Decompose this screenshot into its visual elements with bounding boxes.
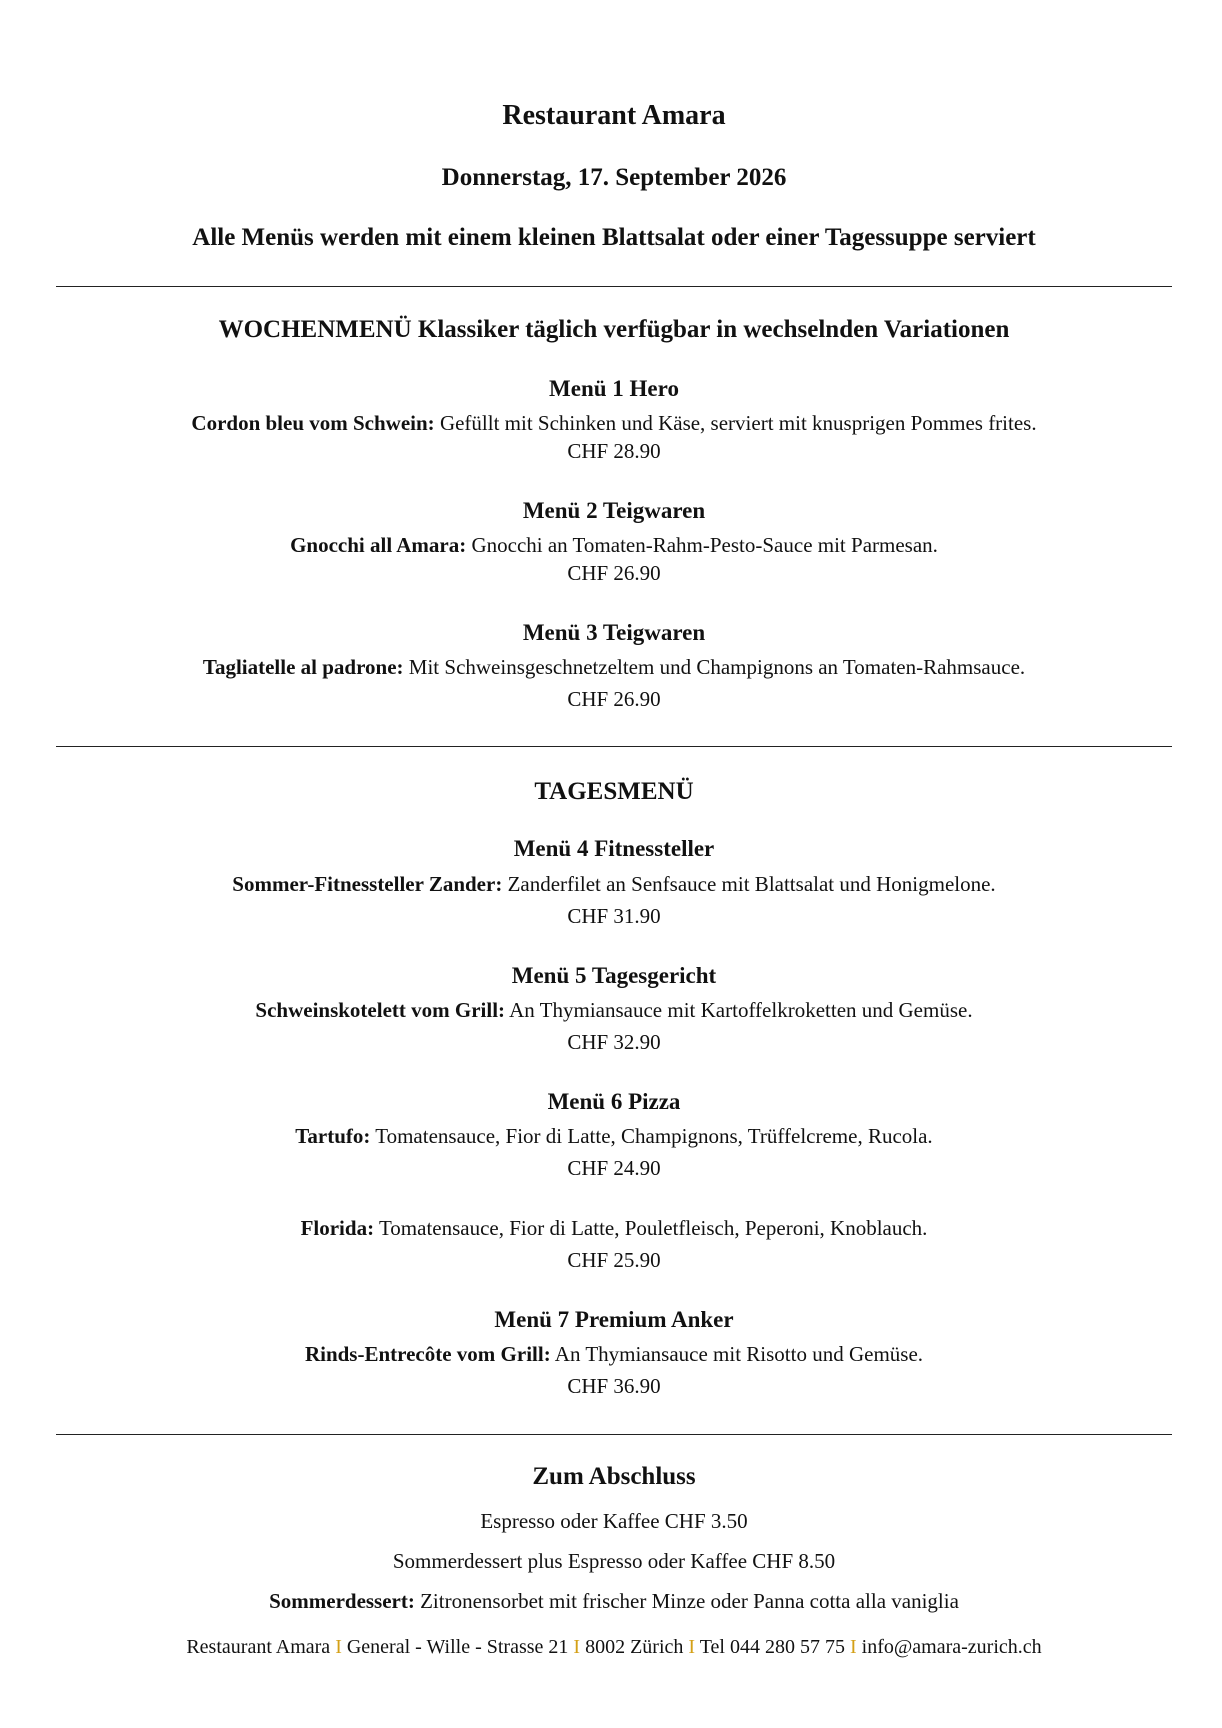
dish-description: Tomatensauce, Fior di Latte, Champignons, Trüffelcreme, Rucola.: [370, 1124, 933, 1148]
menu-item-description: [56, 1124, 1172, 1149]
menu-item-price: CHF 36.90: [567, 1374, 661, 1398]
dish-name: Schweinskotelett vom Grill:: [255, 998, 506, 1022]
coffee-line: Espresso oder Kaffee CHF 3.50: [480, 1509, 748, 1533]
footer-separator: I: [688, 1636, 696, 1658]
dish-name: Cordon bleu vom Schwein:: [191, 411, 435, 435]
footer-name: Restaurant Amara: [186, 1636, 336, 1658]
footer-phone: Tel 044 280 57 75: [695, 1636, 850, 1658]
dessert-combo-line: Sommerdessert plus Espresso oder Kaffee CHF 8.50: [392, 1549, 836, 1573]
dessert-label: Sommerdessert:: [269, 1589, 415, 1613]
footer-separator: I: [573, 1636, 581, 1658]
footer-city: 8002 Zürich: [580, 1636, 689, 1658]
dish-name: Florida:: [300, 1216, 375, 1240]
menu-note: Alle Menüs werden mit einem kleinen Blattsalat oder einer Tagessuppe serviert: [192, 224, 1036, 251]
menu-item-title: Menü 7 Premium Anker: [494, 1307, 734, 1332]
dish-name: Gnocchi all Amara:: [290, 533, 467, 557]
menu-item-description: [56, 655, 1172, 680]
dish-name: Tagliatelle al padrone:: [202, 655, 404, 679]
dessert-line: [56, 1589, 1172, 1614]
menu-item-price: CHF 25.90: [567, 1248, 661, 1272]
menu-item-title: Menü 1 Hero: [549, 376, 679, 401]
menu-item-price: CHF 28.90: [567, 439, 661, 463]
dish-description: Mit Schweinsgeschnetzeltem und Champignons an Tomaten-Rahmsauce.: [403, 655, 1026, 679]
footer-address: General - Wille - Strasse 21: [341, 1636, 574, 1658]
dish-description: Gefüllt mit Schinken und Käse, serviert mit knusprigen Pommes frites.: [434, 411, 1037, 435]
menu-item-description: [56, 1216, 1172, 1241]
dish-name: Rinds-Entrecôte vom Grill:: [304, 1342, 551, 1366]
menu-item-title: Menü 6 Pizza: [547, 1089, 681, 1114]
menu-item-description: [56, 533, 1172, 558]
dish-description: An Thymiansauce mit Kartoffelkroketten und Gemüse.: [505, 998, 973, 1022]
divider: [56, 286, 1172, 287]
dish-name: Sommer-Fitnessteller Zander:: [232, 872, 503, 896]
menu-item-title: Menü 5 Tagesgericht: [511, 963, 717, 988]
divider: [56, 1434, 1172, 1435]
section-heading-wochenmenu: WOCHENMENÜ Klassiker täglich verfügbar in wechselnden Variationen: [218, 316, 1010, 343]
dish-name: Tartufo:: [295, 1124, 371, 1148]
menu-item-title: Menü 2 Teigwaren: [522, 498, 706, 523]
footer-contact: [56, 1636, 1172, 1659]
section-heading-abschluss: Zum Abschluss: [532, 1463, 696, 1490]
divider: [56, 746, 1172, 747]
menu-item-description: [56, 872, 1172, 897]
menu-item-description: [56, 1342, 1172, 1367]
footer-email[interactable]: info@amara-zurich.ch: [856, 1636, 1042, 1658]
dessert-description: Zitronensorbet mit frischer Minze oder Panna cotta alla vaniglia: [414, 1589, 959, 1613]
section-heading-tagesmenu: TAGESMENÜ: [534, 778, 694, 805]
menu-item-price: CHF 26.90: [567, 561, 661, 585]
footer-separator: I: [849, 1636, 857, 1658]
restaurant-title: Restaurant Amara: [502, 100, 726, 131]
dish-description: An Thymiansauce mit Risotto und Gemüse.: [550, 1342, 924, 1366]
dish-description: Tomatensauce, Fior di Latte, Pouletfleisch, Peperoni, Knoblauch.: [374, 1216, 928, 1240]
menu-item-description: [56, 411, 1172, 436]
footer-separator: I: [335, 1636, 342, 1658]
menu-date: Donnerstag, 17. September 2026: [441, 164, 787, 191]
menu-item-price: CHF 24.90: [567, 1156, 661, 1180]
dish-description: Gnocchi an Tomaten-Rahm-Pesto-Sauce mit Parmesan.: [466, 533, 938, 557]
menu-item-description: [56, 998, 1172, 1023]
dish-description: Zanderfilet an Senfsauce mit Blattsalat und Honigmelone.: [502, 872, 996, 896]
menu-item-title: Menü 4 Fitnessteller: [513, 836, 715, 861]
menu-item-price: CHF 32.90: [567, 1030, 661, 1054]
menu-item-price: CHF 26.90: [567, 687, 661, 711]
menu-item-price: CHF 31.90: [567, 904, 661, 928]
menu-item-title: Menü 3 Teigwaren: [522, 620, 706, 645]
